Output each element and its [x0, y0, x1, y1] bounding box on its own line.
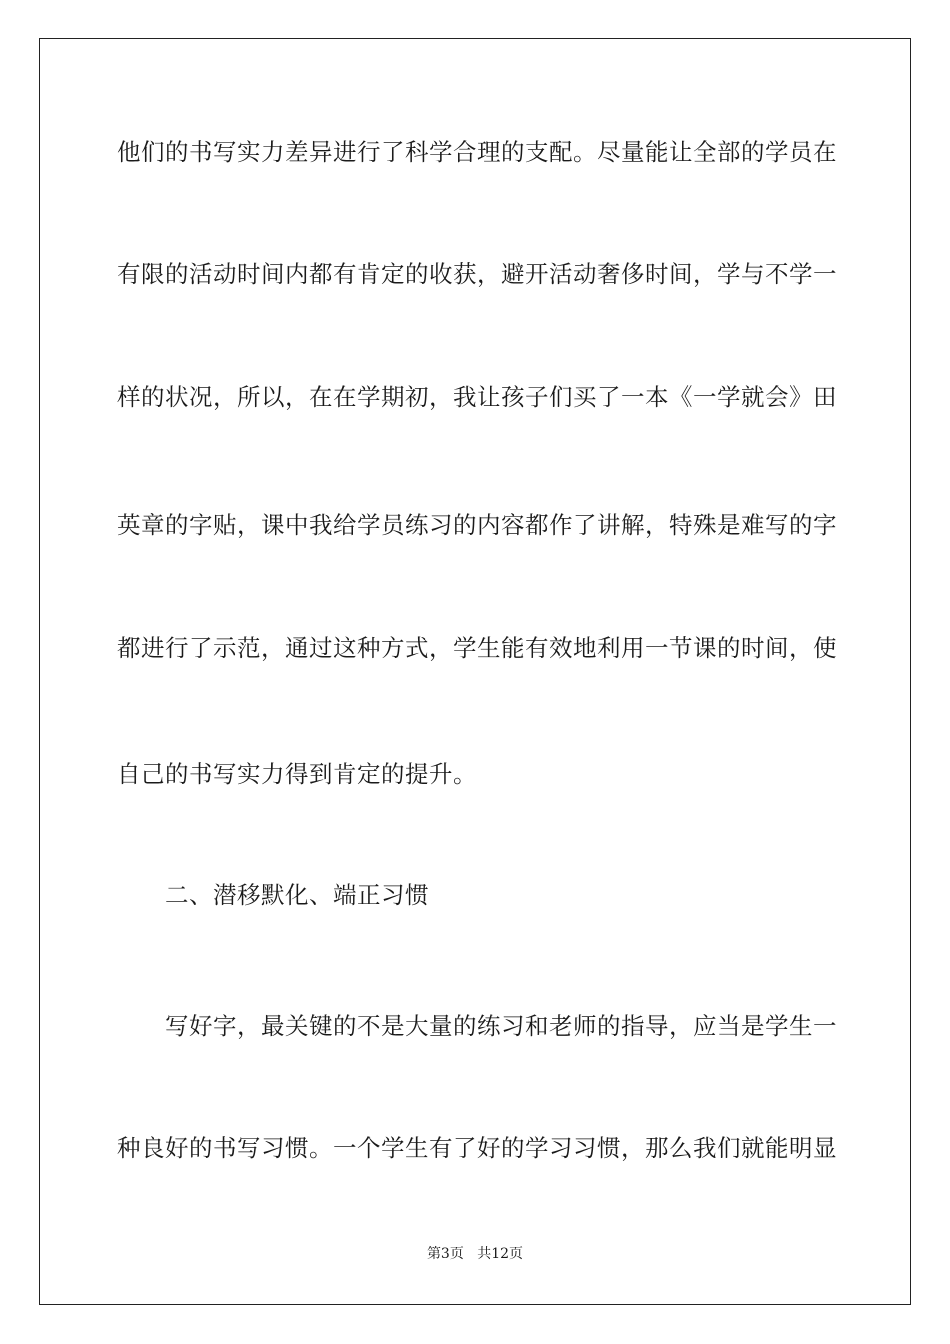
- page-border: [39, 38, 911, 1305]
- paragraph-line: 有限的活动时间内都有肯定的收获，避开活动奢侈时间，学与不学一: [117, 260, 837, 288]
- paragraph-line: 写好字，最关键的不是大量的练习和老师的指导，应当是学生一: [165, 1012, 837, 1040]
- paragraph-line: 样的状况，所以，在在学期初，我让孩子们买了一本《一学就会》田: [117, 383, 837, 411]
- page-total: 共12页: [477, 1246, 524, 1262]
- paragraph-line: 自己的书写实力得到肯定的提升。: [117, 760, 477, 788]
- section-heading: 二、潜移默化、端正习惯: [165, 881, 429, 909]
- paragraph-line: 他们的书写实力差异进行了科学合理的支配。尽量能让全部的学员在: [117, 138, 837, 166]
- paragraph-line: 英章的字贴，课中我给学员练习的内容都作了讲解，特殊是难写的字: [117, 511, 837, 539]
- paragraph-line: 种良好的书写习惯。一个学生有了好的学习习惯，那么我们就能明显: [117, 1134, 837, 1162]
- paragraph-line: 都进行了示范，通过这种方式，学生能有效地利用一节课的时间，使: [117, 634, 837, 662]
- page-number: 第3页: [426, 1246, 464, 1262]
- page-footer: [0, 1245, 950, 1263]
